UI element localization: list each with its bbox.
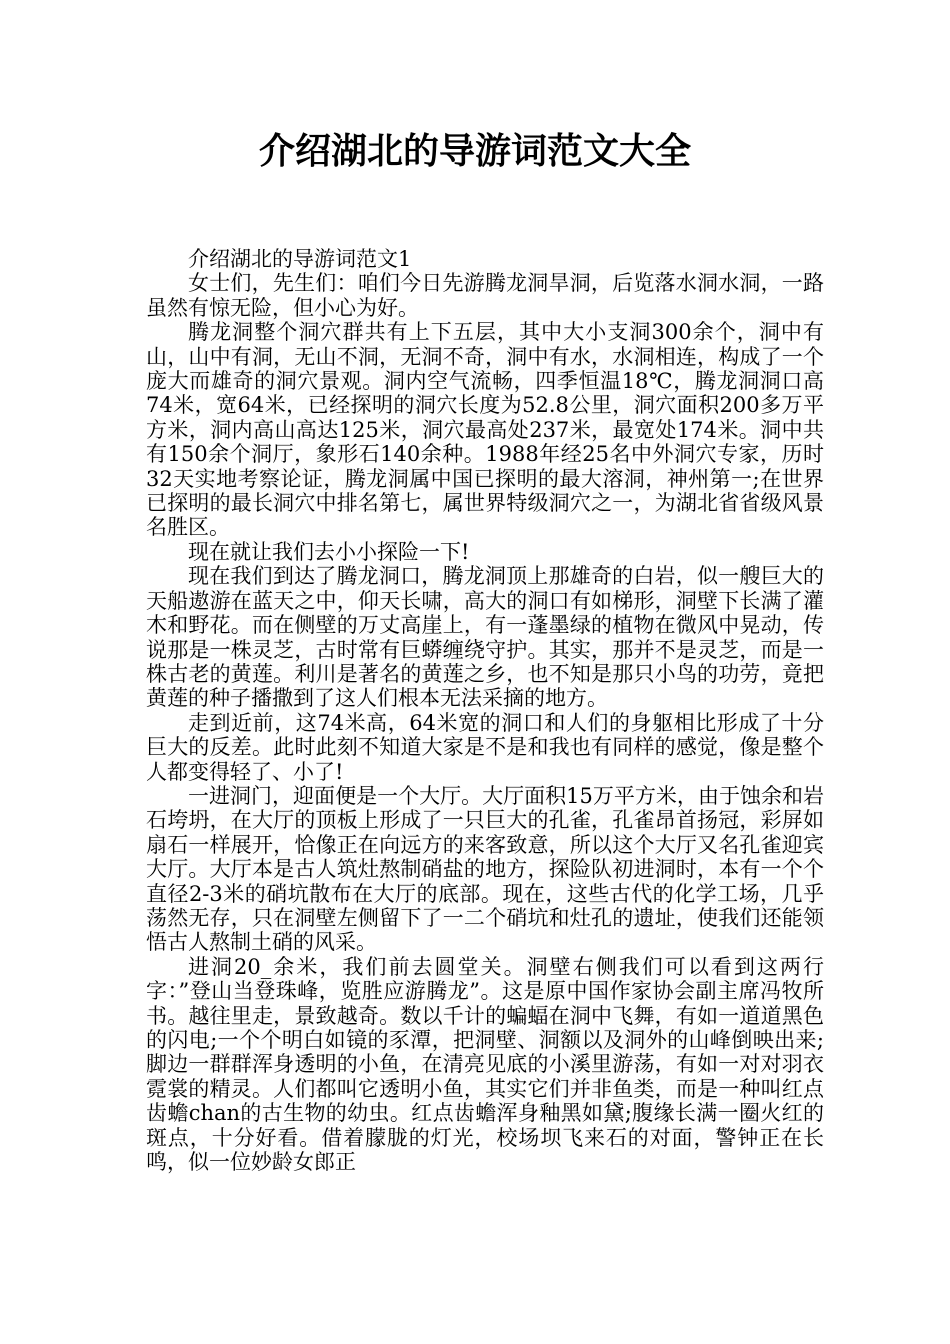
paragraph-let-us-explore: 现在就让我们去小小探险一下! bbox=[188, 539, 470, 564]
paragraph-cave-entrance: 现在我们到达了腾龙洞口，腾龙洞顶上那雄奇的白岩，似一艘巨大的天船遨游在蓝天之中，仰天长啸，高大的洞口有如梯形，洞壁下长满了灌木和野花。而在侧壁的万丈高崖上，有一蓬墨绿的植物在微风中晃动，传说那是一株灵芝，古时常有巨蟒缠绕守护。其实，那并不是灵芝，而是一株古老的黄莲。利川是著名的黄莲之乡，也不知是那只小鸟的功劳，竟把黄莲的种子播撒到了这人们根本无法采摘的地方。 bbox=[146, 564, 824, 711]
document-body bbox=[146, 247, 824, 1174]
paragraph-intro: 女士们，先生们：咱们今日先游腾龙洞旱洞，后览落水洞水洞，一路虽然有惊无险，但小心为好。 bbox=[146, 271, 824, 320]
document-title: 介绍湖北的导游词范文大全 bbox=[258, 131, 691, 172]
section-heading: 介绍湖北的导游词范文1 bbox=[188, 247, 412, 271]
paragraph-peacock-hall: 一进洞门，迎面便是一个大厅。大厅面积15万平方米，由于蚀余和岩石垮坍，在大厅的顶板上形成了一只巨大的孔雀，孔雀昂首扬冠，彩屏如扇石一样展开，恰像正在向远方的来客致意，所以这个大厅又名孔雀迎宾大厅。大厅本是古人筑灶熬制硝盐的地方，探险队初进洞时，本有一个个直径2-3米的硝坑散布在大厅的底部。现在，这些古代的化学工场，几乎荡然无存，只在洞壁左侧留下了一二个硝坑和灶孔的遗址，使我们还能领悟古人熬制土硝的风采。 bbox=[146, 783, 824, 955]
paragraph-approach: 走到近前，这74米高，64米宽的洞口和人们的身躯相比形成了十分巨大的反差。此时此刻不知道大家是不是和我也有同样的感觉，像是整个人都变得轻了、小了! bbox=[146, 710, 824, 784]
paragraph-yuantang-pass: 进洞20_余米，我们前去圆堂关。洞壁右侧我们可以看到这两行字：”登山当登珠峰，览胜应游腾龙”。这是原中国作家协会副主席冯牧所书。越往里走，景致越奇。数以千计的蝙蝠在洞中飞舞，有如一道道黑色的闪电;一个个明白如镜的豕潭，把洞壁、洞额以及洞外的山峰倒映出来;脚边一群群浑身透明的小鱼，在清亮见底的小溪里游荡，有如一对对羽衣霓裳的精灵。人们都叫它透明小鱼，其实它们并非鱼类，而是一种叫红点齿蟾chan的古生物的幼虫。红点齿蟾浑身釉黑如黛;腹缘长满一圈火红的斑点，十分好看。借着朦胧的灯光，校场坝飞来石的对面，警钟正在长鸣，似一位妙龄女郎正 bbox=[146, 954, 824, 1175]
paragraph-cave-overview: 腾龙洞整个洞穴群共有上下五层，其中大小支洞300余个，洞中有山，山中有洞，无山不洞，无洞不奇，洞中有水，水洞相连，构成了一个庞大而雄奇的洞穴景观。洞内空气流畅，四季恒温18℃，腾龙洞洞口高74米，宽64米，已经探明的洞穴长度为52.8公里，洞穴面积200多万平方米，洞内高山高达125米，洞穴最高处237米，最宽处174米。洞中共有150余个洞厅，象形石140余种。1988年经25名中外洞穴专家，历时32天实地考察论证，腾龙洞属中国已探明的最大溶洞，神州第一;在世界已探明的最长洞穴中排名第七，属世界特级洞穴之一，为湖北省省级风景名胜区。 bbox=[146, 320, 824, 540]
